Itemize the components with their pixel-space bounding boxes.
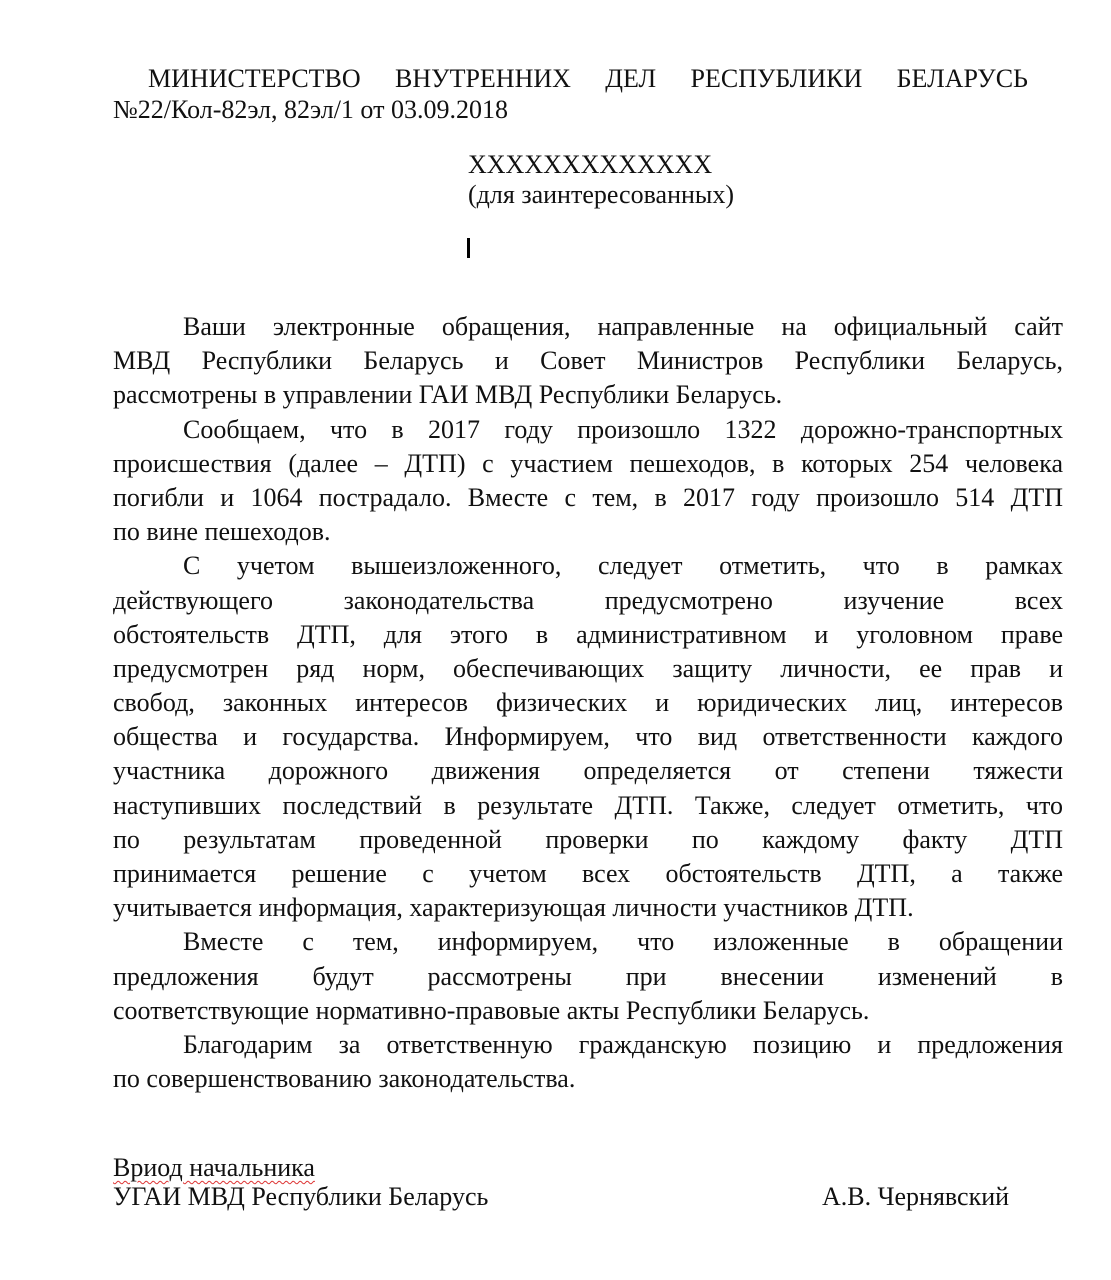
- registration-number: №22/Кол-82эл, 82эл/1 от 03.09.2018: [113, 95, 508, 124]
- paragraph-line: рассмотрены в управлении ГАИ МВД Республики Беларусь.: [113, 380, 783, 410]
- paragraph-line: участника дорожного движения определяется от степени тяжести: [113, 756, 1063, 786]
- signer-position-line1: [113, 1153, 315, 1183]
- signer-position-line2: УГАИ МВД Республики Беларусь: [113, 1182, 489, 1211]
- paragraph-line: наступивших последствий в результате ДТП. Также, следует отметить, что: [113, 790, 1063, 820]
- paragraph-line: Сообщаем, что в 2017 году произошло 1322 дорожно-транспортных: [183, 414, 1063, 444]
- signer-position-text: Вриод начальника: [113, 1153, 315, 1182]
- paragraph-line: предложения будут рассмотрены при внесении изменений в: [113, 961, 1063, 991]
- paragraph-line: С учетом вышеизложенного, следует отметить, что в рамках: [183, 551, 1063, 581]
- paragraph-line: погибли и 1064 пострадало. Вместе с тем, в 2017 году произошло 514 ДТП: [113, 482, 1063, 512]
- paragraph-line: действующего законодательства предусмотрено изучение всех: [113, 585, 1063, 615]
- paragraph: [113, 1028, 1063, 1096]
- paragraph-line: учитывается информация, характеризующая личности участников ДТП.: [113, 893, 914, 923]
- paragraph: [113, 413, 1063, 550]
- paragraph-line: обстоятельств ДТП, для этого в административном и уголовном праве: [113, 619, 1063, 649]
- paragraph-line: по совершенствованию законодательства.: [113, 1064, 576, 1094]
- addressee: XXXXXXXXXXXXX: [468, 150, 713, 179]
- paragraph-line: общества и государства. Информируем, что вид ответственности каждого: [113, 722, 1063, 752]
- addressee-note: (для заинтересованных): [468, 180, 735, 209]
- paragraph-line: свобод, законных интересов физических и юридических лиц, интересов: [113, 688, 1063, 718]
- paragraph-line: происшествия (далее – ДТП) с участием пешеходов, в которых 254 человека: [113, 448, 1063, 478]
- paragraph-line: МВД Республики Беларусь и Совет Министров Республики Беларусь,: [113, 346, 1063, 376]
- text-cursor: [467, 238, 470, 258]
- letter-body: [113, 310, 1063, 1096]
- paragraph-line: принимается решение с учетом всех обстоятельств ДТП, а также: [113, 859, 1063, 888]
- paragraph-line: по результатам проведенной проверки по каждому факту ДТП: [113, 824, 1063, 854]
- paragraph-line: по вине пешеходов.: [113, 517, 331, 547]
- paragraph-line: Вместе с тем, информируем, что изложенные в обращении: [183, 927, 1063, 957]
- paragraph-line: предусмотрен ряд норм, обеспечивающих защиту личности, ее прав и: [113, 653, 1063, 683]
- paragraph: [113, 549, 1063, 925]
- signer-name: А.В. Чернявский: [822, 1182, 1010, 1211]
- paragraph-line: соответствующие нормативно-правовые акты Республики Беларусь.: [113, 995, 870, 1025]
- paragraph-line: Благодарим за ответственную гражданскую позицию и предложения: [183, 1029, 1063, 1059]
- paragraph: [113, 310, 1063, 413]
- ministry-header: МИНИСТЕРСТВО ВНУТРЕННИХ ДЕЛ РЕСПУБЛИКИ БЕЛАРУСЬ: [148, 64, 1028, 93]
- paragraph-line: Ваши электронные обращения, направленные на официальный сайт: [183, 312, 1063, 341]
- paragraph: [113, 925, 1063, 1028]
